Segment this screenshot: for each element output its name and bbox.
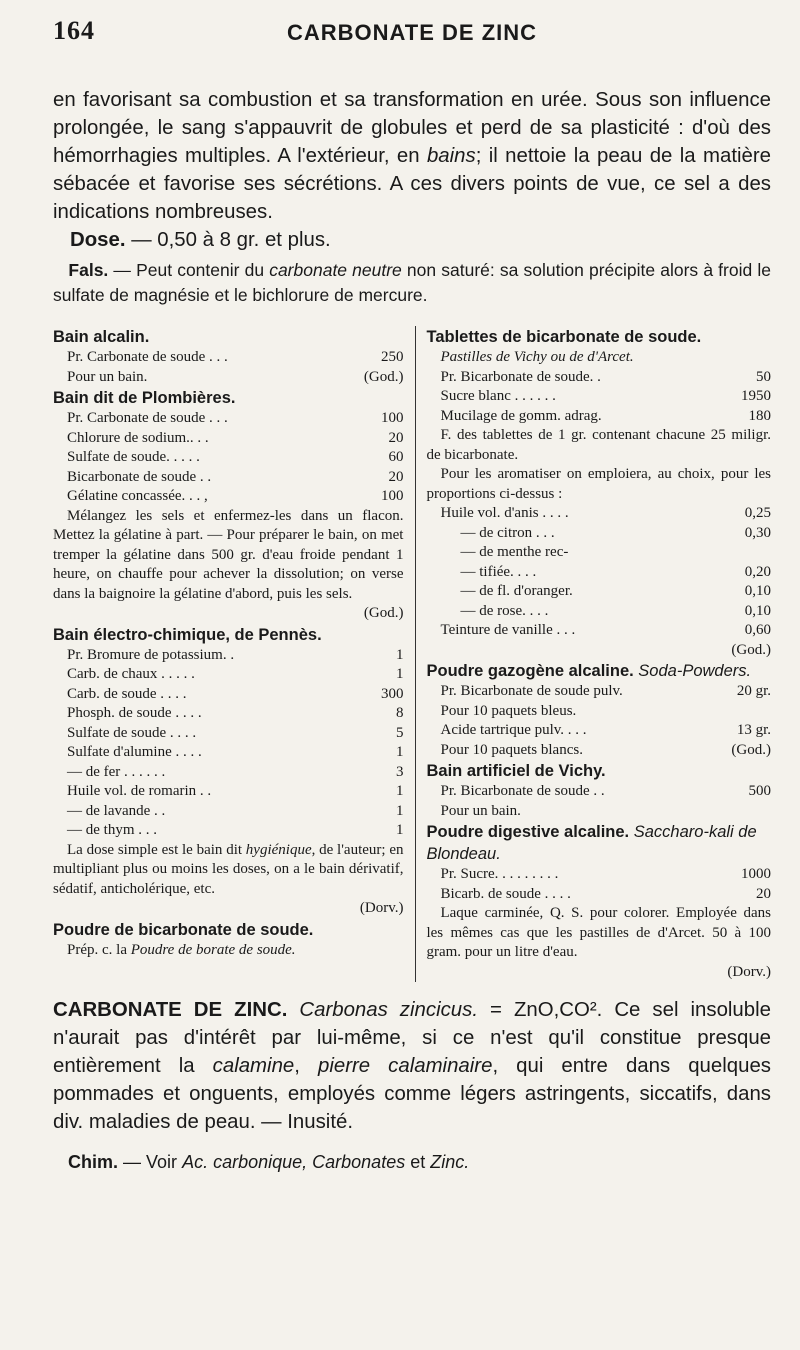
ingredient-row bbox=[53, 685, 403, 705]
section-title: Poudre de bicarbonate de soude. bbox=[53, 920, 314, 939]
ingredient-name: Chlorure de sodium.. . . bbox=[67, 429, 209, 446]
ingredient-name: Bicarb. de soude . . . . bbox=[440, 885, 571, 902]
ingredient-row bbox=[53, 724, 403, 744]
ingredient-name: Teinture de vanille . . . bbox=[440, 622, 576, 638]
ingredient-quantity: 0,30 bbox=[744, 524, 771, 541]
ingredient-name: Pr. Carbonate de soude . . . bbox=[67, 410, 228, 426]
ingredient-quantity: 1 bbox=[395, 822, 404, 838]
ingredient-name: Mucilage de gomm. adrag. bbox=[440, 407, 602, 424]
ingredient-row bbox=[426, 865, 771, 885]
running-title: CARBONATE DE ZINC bbox=[286, 20, 538, 45]
ingredient-name: Pr. Carbonate de soude . . . bbox=[67, 349, 228, 365]
ingredient-quantity: 20 bbox=[388, 429, 404, 446]
ingredient-row bbox=[426, 621, 771, 641]
ingredient-quantity: 20 bbox=[756, 885, 771, 902]
ingredient-row bbox=[53, 704, 403, 724]
ingredient-row bbox=[53, 802, 403, 822]
ingredient-quantity: 1950 bbox=[741, 388, 771, 404]
ingredient-row bbox=[426, 407, 771, 427]
ingredient-name: Pr. Bicarbonate de soude . . bbox=[440, 783, 605, 799]
recipe-instructions: Laque carminée, Q. S. pour colorer. Employée dans les mêmes cas que les pastilles de d'Arcet. 50 à 100 gram. pour un litre d'eau. bbox=[426, 905, 771, 960]
ingredient-name: Bicarbonate de soude . . bbox=[67, 468, 212, 485]
page-number: 164 bbox=[53, 16, 95, 45]
ingredient-quantity: 180 bbox=[748, 407, 771, 424]
ingredient-quantity: (God.) bbox=[731, 741, 771, 758]
ingredient-quantity: 0,10 bbox=[744, 602, 771, 619]
ingredient-quantity: 1000 bbox=[741, 866, 771, 882]
recipe-list bbox=[426, 782, 771, 802]
ingredient-row bbox=[53, 448, 403, 468]
fals-paragraph: Fals. — Peut contenir du carbonate neutre non saturé: sa solution précipite alors à froid le sulfate de magnésie et le bichlorure de mercure. bbox=[53, 260, 771, 305]
ingredient-row bbox=[426, 721, 771, 741]
ingredient-row bbox=[53, 646, 403, 666]
ingredient-row bbox=[426, 387, 771, 407]
ingredient-quantity: 1 bbox=[395, 666, 404, 682]
ingredient-name: Carb. de soude . . . . bbox=[67, 685, 187, 702]
right-column bbox=[416, 326, 771, 982]
ingredient-name: — de lavande . . bbox=[67, 802, 166, 819]
ingredient-name: — de citron . . . bbox=[460, 524, 555, 541]
ingredient-quantity: 500 bbox=[748, 783, 771, 799]
recipe-list bbox=[426, 504, 771, 641]
chim-reference: Chim. — Voir Ac. carbonique, Carbonates et Zinc. bbox=[68, 1152, 470, 1172]
ingredient-quantity: 0,10 bbox=[744, 583, 771, 599]
recipe-list bbox=[426, 682, 771, 760]
ingredient-row bbox=[426, 782, 771, 802]
ingredient-quantity: 1 bbox=[395, 802, 404, 819]
ingredient-quantity: 13 gr. bbox=[736, 722, 771, 738]
recipe-instructions: Mélangez les sels et enfermez-les dans un flacon. Mettez la gélatine à part. — Pour préparer le bain, on met tremper la gélatine dans 500 gr. d'eau froide pendant 1 heure, on chauffe pour achever la dissolution; on verse dans la baignoire la gélatine d'abord, puis les sels. bbox=[53, 507, 404, 602]
ingredient-name: Pr. Bicarbonate de soude pulv. bbox=[440, 683, 623, 699]
ingredient-name: — tifiée. . . . bbox=[460, 563, 537, 580]
ingredient-name: — de menthe rec- bbox=[460, 544, 569, 560]
carbonate-zinc-paragraph: CARBONATE DE ZINC. Carbonas zincicus. = ZnO,CO². Ce sel insoluble n'aurait pas d'intérêt par lui-même, si ce n'est qu'il constitue presque entièrement la calamine, pierre calaminaire, qui entre dans quelques pommades et onguents, employés comme légers astringents, siccatifs, dans div. maladies de peau. — Inusité. bbox=[53, 999, 771, 1133]
ingredient-name: Pour 10 paquets blancs. bbox=[440, 741, 583, 758]
ingredient-row bbox=[426, 543, 771, 563]
ingredient-quantity: 5 bbox=[395, 724, 404, 741]
ingredient-name: Pr. Bromure de potassium. . bbox=[67, 646, 235, 663]
ingredient-quantity: 300 bbox=[380, 685, 404, 702]
recipe-list bbox=[53, 409, 403, 507]
dose-line: Dose. — 0,50 à 8 gr. et plus. bbox=[70, 229, 331, 251]
page-header bbox=[53, 0, 771, 62]
section-title: Bain électro-chimique, de Pennès. bbox=[53, 625, 322, 644]
ingredient-row bbox=[426, 602, 771, 622]
section-title: Poudre gazogène alcaline. Soda-Powders. bbox=[426, 662, 752, 680]
recipe-list bbox=[53, 646, 403, 841]
ingredient-name: Sucre blanc . . . . . . bbox=[440, 388, 556, 404]
ingredient-row bbox=[53, 743, 403, 763]
ingredient-name: Pour 10 paquets bleus. bbox=[440, 702, 577, 719]
recipe-list bbox=[426, 368, 771, 427]
source-citation: (God.) bbox=[731, 641, 771, 658]
page bbox=[53, 0, 771, 1173]
ingredient-name: Huile vol. de romarin . . bbox=[67, 783, 212, 799]
ingredient-row bbox=[426, 582, 771, 602]
ingredient-quantity: 20 bbox=[388, 468, 404, 485]
ingredient-row bbox=[53, 409, 403, 429]
ingredient-row bbox=[53, 348, 403, 368]
ingredient-quantity: 50 bbox=[756, 368, 771, 385]
recipe-instructions: La dose simple est le bain dit hygiénique, de l'auteur; en multipliant plus ou moins les doses, on a le bain dérivatif, sédatif, anticholérique, etc. bbox=[53, 841, 404, 897]
ingredient-row bbox=[53, 821, 403, 841]
source-citation: (God.) bbox=[363, 605, 404, 621]
recipe-instructions: Pour les aromatiser on emploiera, au choix, pour les proportions ci-dessus : bbox=[426, 466, 771, 502]
ingredient-name: — de thym . . . bbox=[67, 822, 157, 838]
source-citation: (Dorv.) bbox=[727, 963, 771, 980]
ingredient-name: Huile vol. d'anis . . . . bbox=[440, 505, 569, 521]
recipe-columns bbox=[53, 326, 771, 982]
ingredient-name: Carb. de chaux . . . . . bbox=[67, 666, 195, 682]
recipe-list bbox=[53, 348, 403, 368]
ingredient-row bbox=[53, 429, 403, 449]
ingredient-row bbox=[426, 702, 771, 722]
ingredient-row bbox=[426, 885, 771, 905]
ingredient-row bbox=[426, 741, 771, 761]
ingredient-row bbox=[426, 368, 771, 388]
ingredient-name: — de fl. d'oranger. bbox=[460, 583, 573, 599]
ingredient-quantity: 250 bbox=[380, 349, 404, 365]
recipe-instructions: F. des tablettes de 1 gr. contenant chacune 25 miligr. de bicarbonate. bbox=[426, 427, 771, 463]
ingredient-quantity: 3 bbox=[395, 763, 404, 780]
ingredient-name: — de rose. . . . bbox=[460, 602, 549, 619]
ingredient-row bbox=[53, 468, 403, 488]
ingredient-row bbox=[53, 487, 403, 507]
ingredient-name: Pr. Bicarbonate de soude. . bbox=[440, 368, 601, 385]
ingredient-name: Sulfate de soude . . . . bbox=[67, 724, 197, 741]
ingredient-name: Sulfate d'alumine . . . . bbox=[67, 744, 202, 760]
source-citation: (Dorv.) bbox=[359, 900, 404, 916]
ingredient-row bbox=[426, 524, 771, 544]
recipe-note: Pour un bain. bbox=[440, 802, 521, 819]
ingredient-row bbox=[426, 504, 771, 524]
ingredient-quantity: 0,25 bbox=[744, 505, 771, 521]
ingredient-row bbox=[53, 782, 403, 802]
ingredient-name: Sulfate de soude. . . . . bbox=[67, 449, 200, 465]
ingredient-quantity: 60 bbox=[388, 449, 404, 465]
section-title: Bain alcalin. bbox=[53, 328, 150, 346]
section-title: Bain artificiel de Vichy. bbox=[426, 762, 606, 780]
ingredient-name: — de fer . . . . . . bbox=[67, 763, 166, 780]
ingredient-quantity: 1 bbox=[395, 646, 404, 663]
ingredient-name: Acide tartrique pulv. . . . bbox=[440, 722, 587, 738]
ingredient-quantity: 0,20 bbox=[744, 563, 771, 580]
section-title: Bain dit de Plombières. bbox=[53, 389, 236, 407]
ingredient-row bbox=[426, 682, 771, 702]
ingredient-name: Pr. Sucre. . . . . . . . . bbox=[440, 866, 559, 882]
left-column bbox=[53, 326, 416, 982]
ingredient-quantity: 1 bbox=[395, 783, 404, 799]
ingredient-row bbox=[53, 763, 403, 783]
ingredient-row bbox=[53, 665, 403, 685]
recipe-note: Prép. c. la Poudre de borate de soude. bbox=[67, 941, 296, 958]
ingredient-quantity: 1 bbox=[395, 744, 404, 760]
ingredient-quantity: 0,60 bbox=[744, 622, 771, 638]
ingredient-name: Phosph. de soude . . . . bbox=[67, 705, 202, 721]
section-subtitle: Pastilles de Vichy ou de d'Arcet. bbox=[440, 349, 634, 365]
section-title: Poudre digestive alcaline. Saccharo-kali de Blondeau. bbox=[426, 823, 757, 863]
recipe-note: Pour un bain. (God.) bbox=[67, 368, 404, 385]
ingredient-quantity: 20 gr. bbox=[736, 683, 771, 699]
ingredient-name: Gélatine concassée. . . , bbox=[67, 488, 208, 504]
ingredient-row bbox=[426, 563, 771, 583]
ingredient-quantity: 8 bbox=[395, 705, 404, 721]
ingredient-quantity: 100 bbox=[380, 488, 404, 504]
ingredient-quantity: 100 bbox=[380, 410, 404, 426]
section-title: Tablettes de bicarbonate de soude. bbox=[426, 328, 702, 346]
recipe-list bbox=[426, 865, 771, 904]
intro-paragraph: en favorisant sa combustion et sa transformation en urée. Sous son influence prolongée, le sang s'appauvrit de globules et perd de sa plasticité : d'où des hémorrhagies multiples. A l'extérieur, en bains; il nettoie la peau de la matière sébacée et favorise ses sécrétions. A ces divers points de vue, ce sel a des indications nombreuses. bbox=[53, 89, 771, 223]
